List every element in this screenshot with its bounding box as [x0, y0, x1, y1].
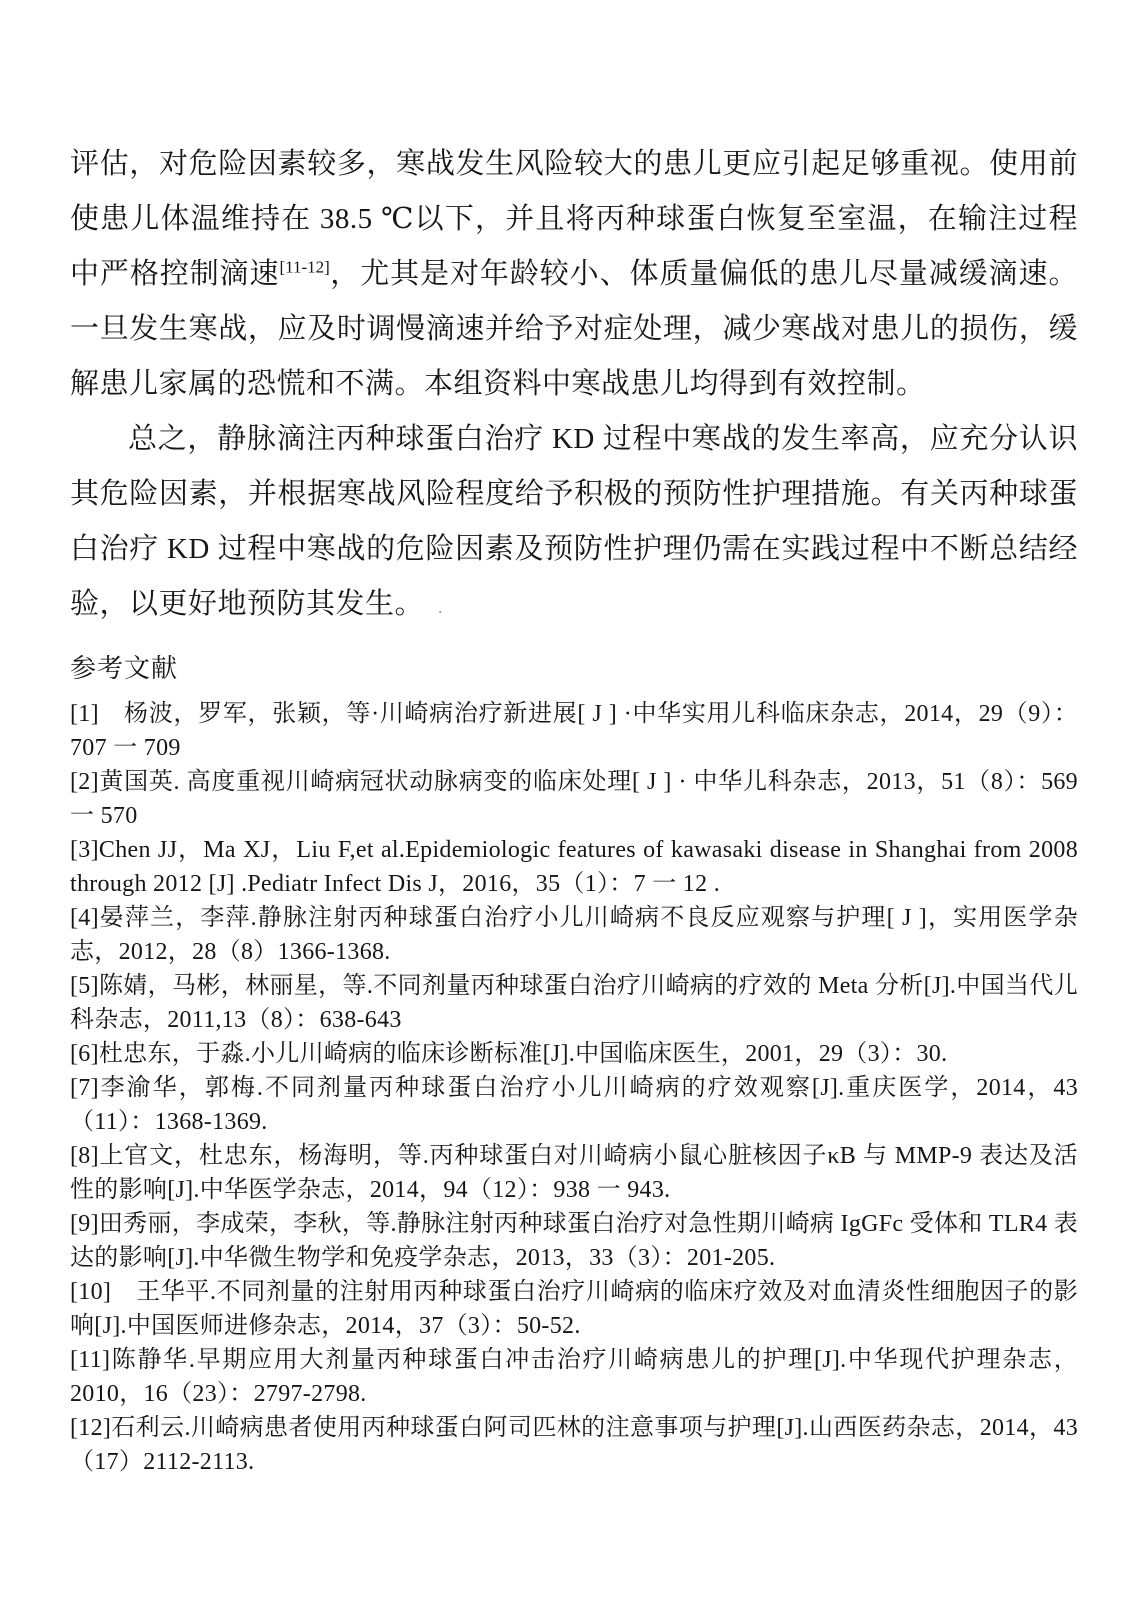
- reference-item-11: [11]陈静华.早期应用大剂量丙种球蛋白冲击治疗川崎病患儿的护理[J].中华现代护理杂志，2010，16（23）：2797-2798.: [70, 1347, 1078, 1407]
- reference-item-2: [2]黄国英. 高度重视川崎病冠状动脉病变的临床处理[ J ] · 中华儿科杂志，2013，51（8）：569 一 570: [70, 769, 1078, 829]
- reference-item-12: [12]石利云.川崎病患者使用丙种球蛋白阿司匹林的注意事项与护理[J].山西医药杂志，2014，43（17）2112-2113.: [70, 1415, 1078, 1475]
- reference-item-8: [8]上官文，杜忠东，杨海明，等.丙种球蛋白对川崎病小鼠心脏核因子κB 与 MMP-9 表达及活性的影响[J].中华医学杂志，2014，94（12）：938 一 943.: [70, 1143, 1078, 1203]
- reference-item-3: [3]Chen JJ，Ma XJ，Liu F,et al.Epidemiologic features of kawasaki disease in Shanghai from 2008 through 2012 [J] .Pediatr Infect Dis J，2016，35（1）：7 一 12 .: [70, 837, 1078, 897]
- reference-item-10: [10] 王华平.不同剂量的注射用丙种球蛋白治疗川崎病的临床疗效及对血清炎性细胞因子的影响[J].中国医师进修杂志，2014，37（3）：50-52.: [70, 1279, 1078, 1339]
- reference-item-7: [7]李渝华，郭梅.不同剂量丙种球蛋白治疗小儿川崎病的疗效观察[J].重庆医学，2014，43（11）：1368-1369.: [70, 1075, 1078, 1135]
- paragraph-discussion-text: 评估，对危险因素较多，寒战发生风险较大的患儿更应引起足够重视。使用前使患儿体温维持在 38.5 ℃以下，并且将丙种球蛋白恢复至室温，在输注过程中严格控制滴速: [70, 148, 1078, 290]
- paragraph-conclusion: [70, 412, 1078, 635]
- stray-period-mark: .: [438, 597, 444, 617]
- reference-item-4: [4]晏萍兰，李萍.静脉注射丙种球蛋白治疗小儿川崎病不良反应观察与护理[ J ]，实用医学杂志，2012，28（8）1366-1368.: [70, 905, 1078, 965]
- reference-item-5: [5]陈婧，马彬，林丽星，等.不同剂量丙种球蛋白治疗川崎病的疗效的 Meta 分析[J].中国当代儿科杂志，2011,13（8）：638-643: [70, 973, 1078, 1033]
- references-list: [70, 697, 1078, 1479]
- reference-item-6: [6]杜忠东，于淼.小儿川崎病的临床诊断标准[J].中国临床医生，2001，29（3）：30.: [70, 1041, 948, 1067]
- paragraph-discussion: [70, 137, 1078, 412]
- citation-superscript: [11-12]: [279, 257, 330, 277]
- references-heading: 参考文献: [70, 654, 179, 683]
- paragraph-discussion-text-continued: ，尤其是对年龄较小、体质量偏低的患儿尽量减缓滴速。一旦发生寒战，应及时调慢滴速并给予对症处理，减少寒战对患儿的损伤，缓解患儿家属的恐慌和不满。本组资料中寒战患儿均得到有效控制。: [70, 258, 1078, 400]
- reference-item-1: [1] 杨波，罗军，张颖，等·川崎病治疗新进展[ J ] ·中华实用儿科临床杂志，2014，29（9）：707 一 709: [70, 701, 1078, 761]
- paragraph-conclusion-text: 总之，静脉滴注丙种球蛋白治疗 KD 过程中寒战的发生率高，应充分认识其危险因素，并根据寒战风险程度给予积极的预防性护理措施。有关丙种球蛋白治疗 KD 过程中寒战的危险因素及预防性护理仍需在实践过程中不断总结经验，以更好地预防其发生。: [70, 423, 1078, 620]
- reference-item-9: [9]田秀丽，李成荣，李秋，等.静脉注射丙种球蛋白治疗对急性期川崎病 IgGFc 受体和 TLR4 表达的影响[J].中华微生物学和免疫学杂志，2013，33（3）：201-205.: [70, 1211, 1078, 1271]
